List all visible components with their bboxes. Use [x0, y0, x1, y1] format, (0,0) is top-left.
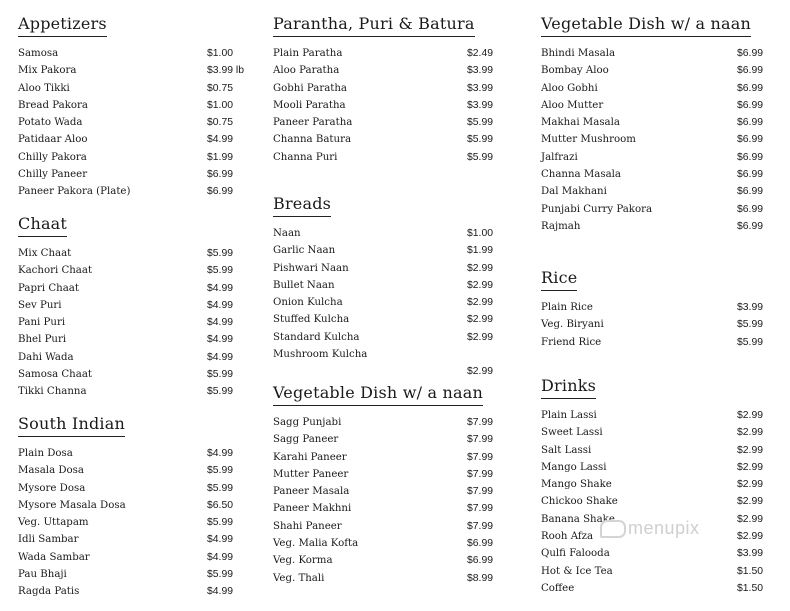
menu-item	[18, 80, 247, 97]
menu-item-list	[273, 225, 507, 381]
menu-item-name: Mooli Paratha	[273, 99, 346, 111]
menu-item-price: $6.99	[737, 65, 764, 77]
section-title: Parantha, Puri & Batura	[273, 14, 475, 37]
menu-item-name: Sweet Lassi	[541, 427, 603, 439]
menu-item	[18, 462, 247, 479]
menu-item	[273, 483, 507, 500]
menu-item-name: Gobhi Paratha	[273, 82, 347, 94]
menu-item-list	[541, 45, 777, 235]
menu-item	[18, 314, 247, 331]
menu-item-price: $5.99	[207, 517, 234, 529]
menu-item-price: $2.99	[737, 444, 764, 456]
section-rice	[541, 268, 777, 351]
menu-item-name: Aloo Gobhi	[541, 82, 598, 94]
menu-item-name: Banana Shake	[541, 513, 615, 525]
menu-item	[541, 563, 777, 580]
menu-item-name: Channa Masala	[541, 169, 622, 181]
menu-item	[273, 500, 507, 517]
watermark	[600, 518, 700, 539]
menu-item-name: Plain Paratha	[273, 48, 343, 59]
menu-item	[541, 459, 777, 476]
menu-item-price: $5.99	[207, 465, 234, 477]
menu-item	[273, 225, 507, 242]
menu-item-name: Rajmah	[541, 220, 581, 232]
section-appetizers	[18, 14, 247, 201]
menu-item	[541, 149, 777, 166]
menu-item-list	[18, 245, 247, 401]
menu-item-price: $4.99	[207, 551, 234, 563]
menu-item	[541, 80, 777, 97]
menu-item-price: $5.99	[737, 336, 764, 348]
menu-item-name: Aloo Mutter	[541, 99, 604, 111]
menu-item	[273, 45, 507, 62]
menu-item-name: Idli Sambar	[18, 534, 79, 546]
menu-item-price: $2.99	[737, 496, 764, 508]
menu-item-name: Samosa	[18, 48, 59, 59]
menu-item-name: Mutter Paneer	[273, 468, 349, 480]
menu-item-price: $2.99	[737, 461, 764, 473]
menu-item	[273, 449, 507, 466]
menu-item	[273, 242, 507, 259]
menu-item	[18, 45, 247, 62]
menu-item-name: Aloo Tikki	[18, 82, 70, 94]
menu-item-price: $6.99	[737, 117, 764, 129]
menu-item	[273, 518, 507, 535]
section-title: Drinks	[541, 376, 596, 399]
menu-item	[273, 346, 507, 363]
section-vegetable-dish-w-a-naan	[273, 383, 507, 587]
menu-item	[18, 62, 247, 79]
menu-item	[273, 131, 507, 148]
menu-item-price: $1.99	[207, 151, 234, 163]
menu-item-price: $2.99	[467, 331, 494, 343]
menu-item	[18, 183, 247, 200]
menu-item-name: Veg. Thali	[273, 572, 325, 584]
menupix-logo-icon	[600, 520, 626, 538]
menu-item-name: Pau Bhaji	[18, 569, 67, 581]
menu-item-price: $3.99	[467, 65, 494, 77]
menu-item-price: $6.99	[737, 220, 764, 232]
menu-item	[18, 566, 247, 583]
menu-item-price: $6.50	[207, 499, 234, 511]
menu-item-price: $2.99	[737, 410, 764, 421]
menu-item-name: Bombay Aloo	[541, 65, 609, 77]
menu-item-name: Tikki Channa	[18, 386, 87, 398]
menu-item-name: Mango Lassi	[541, 461, 607, 473]
menu-item-list	[541, 407, 777, 597]
menu-item-price: $7.99	[467, 451, 494, 463]
menu-item	[541, 131, 777, 148]
menu-item	[18, 480, 247, 497]
menu-item-name: Veg. Korma	[273, 555, 333, 567]
menu-item-price: $2.99	[467, 366, 494, 378]
menu-item	[273, 329, 507, 346]
menu-item-name: Mutter Mushroom	[541, 134, 636, 146]
menu-item-price: $2.99	[737, 531, 764, 543]
menu-item-name: Karahi Paneer	[273, 451, 347, 463]
menu-item	[18, 549, 247, 566]
menu-item	[18, 149, 247, 166]
menu-item	[18, 497, 247, 514]
menu-item	[18, 131, 247, 148]
menu-item-price: $5.99	[467, 151, 494, 163]
menu-item-name: Samosa Chaat	[18, 369, 92, 381]
menu-item-name: Plain Dosa	[18, 448, 73, 459]
menu-item-price: $6.99	[207, 169, 234, 181]
menu-item-price: $5.99	[207, 265, 234, 277]
menu-item-price: $6.99	[737, 82, 764, 94]
menu-item-price: $7.99	[467, 468, 494, 480]
section-title: Vegetable Dish w/ a naan	[273, 383, 483, 406]
menu-item-price: $6.99	[737, 134, 764, 146]
menu-item	[18, 383, 247, 400]
menu-item-price: $6.99	[467, 555, 494, 567]
menu-item-name: Chilly Paneer	[18, 169, 88, 181]
menu-item	[541, 97, 777, 114]
menu-item-name: Mango Shake	[541, 479, 612, 491]
menu-item	[18, 445, 247, 462]
menu-item	[273, 535, 507, 552]
menu-item-name: Channa Batura	[273, 134, 352, 146]
menu-item-name: Salt Lassi	[541, 444, 592, 456]
menu-item-price: $0.75	[207, 117, 234, 129]
menu-item-name: Bhel Puri	[18, 334, 67, 346]
menu-item-price: $4.99	[207, 317, 234, 329]
menu-item-price: $7.99	[467, 434, 494, 446]
menu-item-price: $8.99	[467, 572, 494, 584]
menu-item-name: Jalfrazi	[541, 151, 578, 163]
menu-item-name: Garlic Naan	[273, 245, 336, 257]
menu-item-name: Veg. Biryani	[541, 319, 604, 331]
menu-item-name: Veg. Malia Kofta	[273, 538, 359, 550]
menu-item-price: $5.99	[207, 369, 234, 381]
menu-item	[541, 442, 777, 459]
menu-item	[541, 580, 777, 597]
menu-item-name: Mushroom Kulcha	[273, 349, 368, 361]
menu-item	[541, 45, 777, 62]
menu-item-price: $7.99	[467, 503, 494, 515]
menu-item-price: $3.99	[467, 82, 494, 94]
menu-item-price: $1.99	[467, 245, 494, 257]
menu-item-price: $6.99	[737, 203, 764, 215]
menu-item	[273, 431, 507, 448]
menu-item	[273, 277, 507, 294]
menu-item-price: $2.49	[467, 48, 494, 59]
menu-item	[541, 201, 777, 218]
menu-item-name: Friend Rice	[541, 336, 602, 348]
menu-item-name: Sagg Paneer	[273, 434, 339, 446]
menu-item	[541, 299, 777, 316]
section-vegetable-dish-w-a-naan	[541, 14, 777, 235]
menu-item-name: Bread Pakora	[18, 99, 88, 111]
menu-item-price: $3.99	[467, 99, 494, 111]
menu-item-name: Mix Pakora	[18, 65, 77, 77]
menu-item-price: $6.99	[737, 186, 764, 198]
menu-item	[18, 297, 247, 314]
menu-item-price: $3.99	[737, 548, 764, 560]
menu-item-name: Channa Puri	[273, 151, 338, 163]
menu-item-name: Makhai Masala	[541, 117, 620, 129]
menu-item-name: Paneer Paratha	[273, 117, 353, 129]
menu-item-name: Patidaar Aloo	[18, 134, 88, 146]
menu-item	[541, 218, 777, 235]
menu-item-name: Kachori Chaat	[18, 265, 93, 277]
menu-item	[541, 62, 777, 79]
menu-item-price: $2.99	[467, 262, 494, 274]
menu-item-name: Shahi Paneer	[273, 520, 342, 532]
menu-item-price: $1.00	[467, 228, 494, 239]
menu-item-price: $1.00	[207, 99, 234, 111]
menu-item	[541, 424, 777, 441]
menu-item-name: Papri Chaat	[18, 282, 79, 294]
menu-item-name: Chilly Pakora	[18, 151, 87, 163]
menu-item-price: $0.75	[207, 82, 234, 94]
menu-item-price: $4.99	[207, 282, 234, 294]
menu-item-name: Veg. Uttapam	[18, 517, 89, 529]
menu-item	[273, 552, 507, 569]
menu-item-name: Dahi Wada	[18, 351, 74, 363]
menu-item-name: Sev Puri	[18, 299, 62, 311]
menu-item-name: Naan	[273, 228, 301, 239]
section-title: Rice	[541, 268, 577, 291]
menu-item-name: Qulfi Falooda	[541, 548, 610, 560]
menu-item-price: $5.99	[467, 134, 494, 146]
menu-item	[273, 414, 507, 431]
section-title: Chaat	[18, 214, 67, 237]
menu-item	[273, 62, 507, 79]
menu-item-price: $6.99	[737, 169, 764, 181]
menu-item-price: $6.99	[737, 151, 764, 163]
menu-item	[18, 97, 247, 114]
menu-item	[18, 331, 247, 348]
menu-item-list	[541, 299, 777, 351]
menu-item-name: Pani Puri	[18, 317, 66, 329]
menu-item-price: $7.99	[467, 486, 494, 498]
menu-item	[273, 260, 507, 277]
menu-item-name: Paneer Pakora (Plate)	[18, 186, 131, 198]
menu-item-price: $4.99	[207, 534, 234, 546]
section-title: Vegetable Dish w/ a naan	[541, 14, 751, 37]
menu-item-name: Paneer Makhni	[273, 503, 352, 515]
menu-item-price: $4.99	[207, 448, 234, 459]
menu-item-name: Bullet Naan	[273, 279, 335, 291]
menu-item-price: $5.99	[207, 386, 234, 398]
menu-item-name: Dal Makhani	[541, 186, 607, 198]
section-title: South Indian	[18, 414, 125, 437]
menu-item-price: $5.99	[207, 482, 234, 494]
menu-item	[18, 280, 247, 297]
menu-item	[18, 514, 247, 531]
menu-item	[18, 531, 247, 548]
menu-item-name: Mix Chaat	[18, 248, 72, 259]
menu-item-name: Ragda Patis	[18, 586, 80, 598]
menu-item-price: $4.99	[207, 586, 234, 598]
menu-item-price: $5.99	[207, 569, 234, 581]
menu-item-name: Aloo Paratha	[273, 65, 340, 77]
menu-item	[541, 493, 777, 510]
menu-item-price: $2.99	[737, 427, 764, 439]
menu-item-name: Rooh Afza	[541, 531, 594, 543]
menu-item-list	[273, 45, 507, 166]
menu-item	[541, 545, 777, 562]
menu-item	[541, 334, 777, 351]
menu-item-name: Paneer Masala	[273, 486, 350, 498]
menu-item-name: Mysore Masala Dosa	[18, 499, 126, 511]
menu-item-price: $3.99 lb	[207, 65, 244, 77]
menu-item-price: $6.99	[737, 99, 764, 111]
menu-item	[541, 476, 777, 493]
menu-item-name: Onion Kulcha	[273, 297, 343, 309]
menu-item-list	[18, 45, 247, 201]
menu-item-name: Mysore Dosa	[18, 482, 86, 494]
section-parantha-puri-batura	[273, 14, 507, 166]
menu-item-price: $4.99	[207, 299, 234, 311]
menu-item	[273, 97, 507, 114]
menu-item-price: $6.99	[737, 48, 764, 59]
menu-item-name: Plain Lassi	[541, 410, 597, 421]
menu-item-name: Hot & Ice Tea	[541, 565, 613, 577]
menu-item	[541, 407, 777, 424]
menu-item-price: $3.99	[737, 302, 764, 313]
menu-item-name: Coffee	[541, 582, 575, 594]
menu-item-price: $1.50	[737, 565, 764, 577]
menu-item-list	[18, 445, 247, 601]
menu-item	[273, 363, 507, 380]
menu-item	[541, 316, 777, 333]
menu-item-price: $4.99	[207, 351, 234, 363]
menu-item	[18, 245, 247, 262]
menu-item	[273, 466, 507, 483]
menu-item	[18, 262, 247, 279]
menu-item-price: $1.50	[737, 582, 764, 594]
menu-item	[273, 114, 507, 131]
menu-item-price: $7.99	[467, 417, 494, 428]
menu-item	[273, 80, 507, 97]
menu-item-price: $5.99	[467, 117, 494, 129]
menu-item	[273, 570, 507, 587]
menu-item-price: $4.99	[207, 134, 234, 146]
menu-item-name: Plain Rice	[541, 302, 593, 313]
menu-item-price: $2.99	[467, 314, 494, 326]
menu-item-name: Masala Dosa	[18, 465, 84, 477]
menu-item-name: Pishwari Naan	[273, 262, 349, 274]
section-breads	[273, 194, 507, 381]
menu-item	[541, 166, 777, 183]
menu-item-price: $7.99	[467, 520, 494, 532]
section-title: Breads	[273, 194, 331, 217]
menu-item-name: Potato Wada	[18, 117, 83, 129]
menu-item-price: $2.99	[467, 297, 494, 309]
menu-item-name: Chickoo Shake	[541, 496, 618, 508]
menu-item-price: $2.99	[737, 513, 764, 525]
menu-item-name: Sagg Punjabi	[273, 417, 342, 428]
menu-item-list	[273, 414, 507, 587]
section-chaat	[18, 214, 247, 401]
menu-item	[18, 583, 247, 600]
menu-item	[273, 311, 507, 328]
menu-item-price: $5.99	[737, 319, 764, 331]
menu-item	[273, 294, 507, 311]
menu-item-price: $6.99	[467, 538, 494, 550]
menu-item	[18, 349, 247, 366]
menu-item	[18, 114, 247, 131]
menu-item-price: $2.99	[737, 479, 764, 491]
menu-item-name: Wada Sambar	[18, 551, 90, 563]
menu-item	[273, 149, 507, 166]
menu-item-price: $6.99	[207, 186, 234, 198]
menu-item-name: Standard Kulcha	[273, 331, 360, 343]
menu-item-price: $1.00	[207, 48, 234, 59]
menu-item-price: $4.99	[207, 334, 234, 346]
menu-item-name: Bhindi Masala	[541, 48, 616, 59]
menu-item-name: Stuffed Kulcha	[273, 314, 350, 326]
menu-item-price: $5.99	[207, 248, 234, 259]
section-drinks	[541, 376, 777, 597]
menu-item	[541, 183, 777, 200]
watermark-text: menupix	[628, 518, 700, 538]
menu-item-name: Punjabi Curry Pakora	[541, 203, 653, 215]
menu-item	[18, 366, 247, 383]
menu-item-price: $2.99	[467, 279, 494, 291]
menu-item	[541, 114, 777, 131]
section-south-indian	[18, 414, 247, 601]
section-title: Appetizers	[18, 14, 107, 37]
menu-item	[18, 166, 247, 183]
